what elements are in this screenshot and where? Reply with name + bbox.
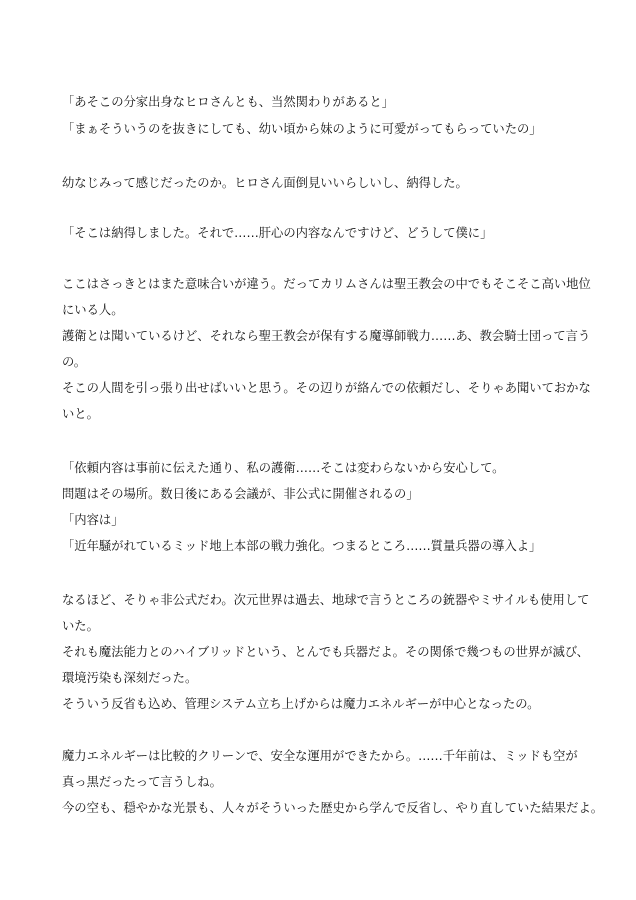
- text-line: 魔力エネルギーは比較的クリーンで、安全な運用ができたから。……千年前は、ミッドも空が: [62, 749, 578, 763]
- text-line: それも魔法能力とのハイブリッドという、とんでも兵器だよ。その関係で幾つもの世界が滅び、: [62, 645, 589, 659]
- text-line: ここはさっきとはまた意味合いが違う。だってカリムさんは聖王教会の中でもそこそこ高い地位: [62, 277, 591, 291]
- text-line: 真っ黒だったって言うしね。: [62, 775, 222, 789]
- text-line: 護衛とは聞いているけど、それなら聖王教会が保有する魔導師戦力……あ、教会騎士団って言う: [62, 329, 591, 343]
- text-line: にいる人。: [62, 303, 124, 317]
- text-line: なるほど、そりゃ非公式だわ。次元世界は過去、地球で言うところの銃器やミサイルも使用して: [62, 593, 590, 607]
- text-line: 「内容は」: [62, 513, 124, 527]
- text-line: 「そこは納得しました。それで……肝心の内容なんですけど、どうして僕に」: [62, 226, 493, 240]
- text-line: 今の空も、穏やかな光景も、人々がそういった歴史から学んで反省し、やり直していた結果だよ。: [62, 801, 604, 815]
- text-line: 「近年騒がれているミッド地上本部の戦力強化。つまるところ……質量兵器の導入よ」: [62, 539, 542, 553]
- text-line: そういう反省も込め、管理システム立ち上げからは魔力エネルギーが中心となったの。: [62, 697, 540, 711]
- text-line: 「あそこの分家出身なヒロさんとも、当然関わりがあると」: [62, 95, 395, 109]
- text-line: いと。: [62, 407, 99, 421]
- text-line: いた。: [62, 619, 99, 633]
- text-line: そこの人間を引っ張り出せばいいと思う。その辺りが絡んでの依頼だし、そりゃあ聞いておかな: [62, 381, 591, 395]
- text-line: の。: [62, 355, 87, 369]
- text-line: 「まぁそういうのを抜きにしても、幼い頃から妹のように可愛がってもらっていたの」: [62, 122, 542, 136]
- text-line: 「依頼内容は事前に伝えた通り、私の護衛……そこは変わらないから安心して。: [62, 461, 505, 475]
- text-line: 幼なじみって感じだったのか。ヒロさん面倒見いいらしいし、納得した。: [62, 176, 468, 190]
- text-line: 環境汚染も深刻だった。: [62, 671, 198, 685]
- text-line: 問題はその場所。数日後にある会議が、非公式に開催されるの」: [62, 487, 419, 501]
